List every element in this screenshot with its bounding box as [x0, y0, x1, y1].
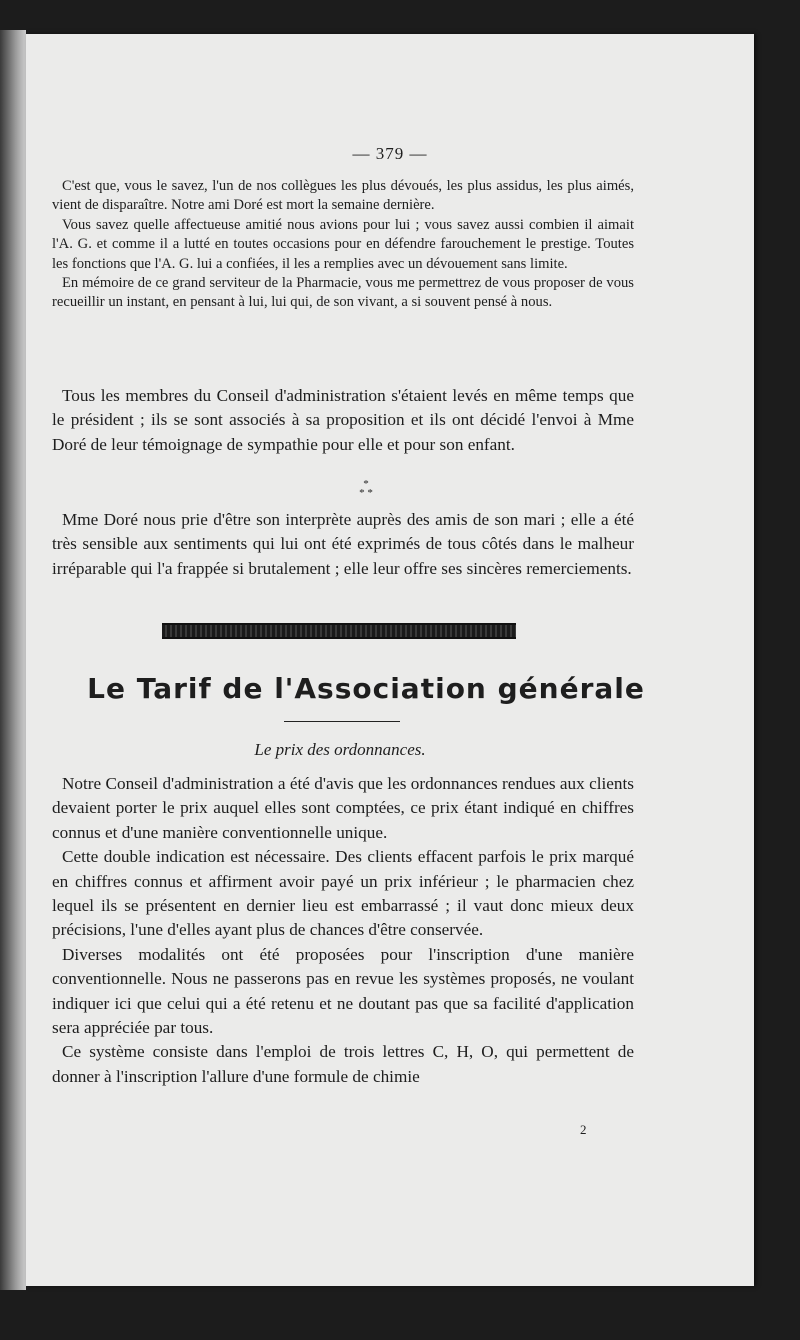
separator-star-top: * — [363, 478, 369, 490]
article-title: Le Tarif de l'Association générale — [87, 672, 645, 705]
title-underline — [284, 721, 400, 722]
letter-paragraph: C'est que, vous le savez, l'un de nos collègues les plus dévoués, les plus assidus, les plus aimés, vient de disparaître. Notre ami Doré est mort la semaine dernière. — [52, 178, 634, 214]
article-paragraph: Diverses modalités ont été proposées pour l'inscription d'une manière conventionnelle. Nous ne passerons pas en revue les systèmes proposés, ne voulant indiquer ici que celui qui a été retenu et ne doutant pas que sa facilité d'application sera appréciée par tous. — [52, 944, 634, 1038]
separator-stars-bottom: * * — [359, 487, 373, 499]
letter-paragraph: Vous savez quelle affectueuse amitié nous avions pour lui ; vous savez aussi combien il aimait l'A. G. et comme il a lutté en toutes occasions pour en défendre farouchement le prestige. Toutes les fonctions que l'A. G. lui a confiées, il les a remplies avec un dévouement sans limite. — [52, 216, 634, 272]
conseil-paragraph: Tous les membres du Conseil d'administration s'étaient levés en même temps que le président ; ils se sont associés à sa proposition et ils ont décidé l'envoi à Mme Doré de leur témoignage de sympathie pour elle et pour son enfant. — [52, 386, 634, 454]
dore-text — [52, 508, 634, 581]
adjacent-page-edge — [0, 30, 26, 1290]
letter-paragraph: En mémoire de ce grand serviteur de la Pharmacie, vous me permettrez de vous proposer de vous recueillir un instant, en pensant à lui, lui qui, de son vivant, a si souvent pensé à nous. — [52, 275, 634, 311]
article-body — [52, 772, 634, 1089]
page-number: — 379 — — [352, 144, 428, 163]
document-page — [26, 34, 754, 1286]
article-paragraph: Ce système consiste dans l'emploi de trois lettres C, H, O, qui permettent de donner à l'inscription l'allure d'une formule de chimie — [52, 1042, 634, 1086]
conseil-text — [52, 384, 634, 457]
decorative-divider-bar — [162, 623, 516, 639]
dore-paragraph: Mme Doré nous prie d'être son interprète auprès des amis de son mari ; elle a été très sensible aux sentiments qui lui ont été exprimés de tous côtés dans le malheur irréparable qui l'a frappée si brutalement ; elle leur offre ses sincères remerciements. — [52, 510, 634, 578]
signature-mark: 2 — [580, 1122, 587, 1137]
article-paragraph: Cette double indication est nécessaire. Des clients effacent parfois le prix marqué en chiffres connus et affirment avoir payé un prix inférieur ; le pharmacien chez lequel ils se présentent en dernier lieu est embarrassé ; il vaut donc mieux deux précisions, l'une d'elles ayant plus de chances d'être conservée. — [52, 847, 634, 940]
section-separator — [26, 480, 706, 498]
article-subtitle: Le prix des ordonnances. — [254, 740, 426, 759]
article-paragraph: Notre Conseil d'administration a été d'avis que les ordonnances rendues aux clients devaient porter le prix auquel elles sont comptées, ce prix étant indiqué en chiffres connus et d'une manière conventionnelle unique. — [52, 774, 634, 842]
letter-text — [52, 177, 634, 313]
